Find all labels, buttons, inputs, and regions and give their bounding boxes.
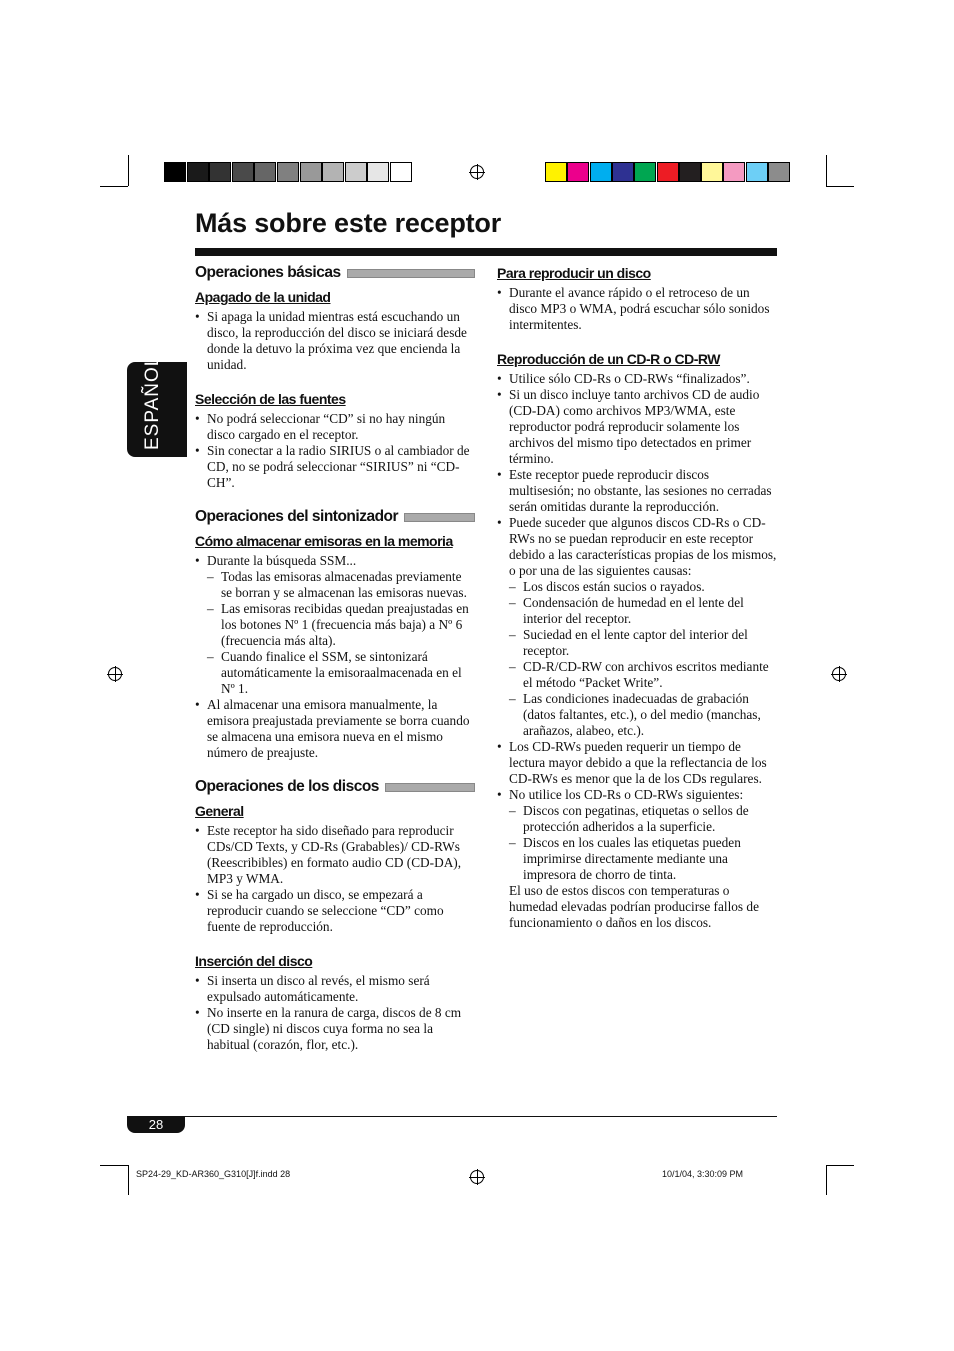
color-swatch (232, 162, 254, 182)
list-item: – Cuando finalice el SSM, se sintonizará automáticamente la emisoraalmacenada en el Nº 1. (195, 649, 475, 697)
list-item: – CD-R/CD-RW con archivos escritos mediante el método “Packet Write”. (497, 659, 777, 691)
color-swatch (209, 162, 231, 182)
list-item: – Todas las emisoras almacenadas previamente se borran y se almacenan las emisoras nuevas. (195, 569, 475, 601)
crop-mark (826, 1165, 827, 1195)
subsection-title: Inserción del disco (195, 953, 313, 969)
color-swatch (164, 162, 186, 182)
list-item: • Este receptor ha sido diseñado para reproducir CDs/CD Texts, y CD-Rs (Grabables)/ CD-RWs (Reescribibles) en formato audio CD (CD-DA), MP3 y WMA. (195, 823, 475, 887)
color-swatch (277, 162, 299, 182)
section-heading: Operaciones básicas (195, 265, 475, 281)
list-item: • No podrá seleccionar “CD” si no hay ningún disco cargado en el receptor. (195, 411, 475, 443)
subsection-title: General (195, 803, 244, 819)
footer-file: SP24-29_KD-AR360_G310[J]f.indd 28 (136, 1169, 291, 1179)
color-swatch (345, 162, 367, 182)
list-item: • Sin conectar a la radio SIRIUS o al cambiador de CD, no se podrá seleccionar “SIRIUS” ni “CD-CH”. (195, 443, 475, 491)
color-swatch (723, 162, 745, 182)
color-swatch (187, 162, 209, 182)
footer-date: 10/1/04, 3:30:09 PM (662, 1169, 744, 1179)
list-item: • Si se ha cargado un disco, se empezará a reproducir cuando se seleccione “CD” como fuente de reproducción. (195, 887, 475, 935)
page-title: Más sobre este receptor (195, 208, 502, 238)
list-item: – Discos en los cuales las etiquetas pueden imprimirse directamente mediante una impresora de chorro de tinta. (497, 835, 777, 883)
crop-mark (826, 186, 854, 187)
list-item: • Si un disco incluye tanto archivos CD de audio (CD-DA) como archivos MP3/WMA, este reproductor podrá reproducir solamente los archivos del mismo tipo detectados en primer término. (497, 387, 777, 467)
right-column (497, 265, 777, 931)
subsection-title: Reproducción de un CD-R o CD-RW (497, 351, 721, 367)
color-swatch (567, 162, 589, 182)
crop-mark (100, 1165, 128, 1166)
section-heading: Operaciones de los discos (195, 779, 475, 795)
list-item: • Si inserta un disco al revés, el mismo será expulsado automáticamente. (195, 973, 475, 1005)
list-item: • No utilice los CD-Rs o CD-RWs siguientes: (497, 787, 777, 803)
color-swatch (590, 162, 612, 182)
list-item: – Los discos están sucios o rayados. (497, 579, 777, 595)
list-item: – Suciedad en el lente captor del interior del receptor. (497, 627, 777, 659)
color-swatch (746, 162, 768, 182)
crop-mark (128, 155, 129, 186)
color-swatch (768, 162, 790, 182)
left-column (195, 265, 475, 1053)
color-swatch (634, 162, 656, 182)
list-item: • Durante la búsqueda SSM... (195, 553, 475, 569)
subsection-title: Para reproducir un disco (497, 265, 651, 281)
subsection-title: Apagado de la unidad (195, 289, 331, 305)
list-item: • Los CD-RWs pueden requerir un tiempo de lectura mayor debido a que la reflectancia de los CD-RWs es menor que la de los CDs regulares. (497, 739, 777, 787)
color-swatch (390, 162, 412, 182)
subsection-title: Selección de las fuentes (195, 391, 346, 407)
registration-mark-icon (470, 165, 484, 179)
list-item: • Utilice sólo CD-Rs o CD-RWs “finalizados”. (497, 371, 777, 387)
footer-rule (127, 1116, 777, 1117)
color-swatch (367, 162, 389, 182)
crop-mark (128, 1165, 129, 1195)
list-item: • No inserte en la ranura de carga, discos de 8 cm (CD single) ni discos cuya forma no sea la habitual (corazón, flor, etc.). (195, 1005, 475, 1053)
color-swatch (300, 162, 322, 182)
color-swatch (322, 162, 344, 182)
color-swatch (612, 162, 634, 182)
list-item: – Las emisoras recibidas quedan preajustadas en los botones Nº 1 (frecuencia más baja) a Nº 6 (frecuencia más alta). (195, 601, 475, 649)
color-swatch (545, 162, 567, 182)
crop-mark (100, 186, 128, 187)
list-item: – Las condiciones inadecuadas de grabación (datos faltantes, etc.), o del medio (manchas, arañazos, alabeo, etc.). (497, 691, 777, 739)
subsection-title: Cómo almacenar emisoras en la memoria (195, 533, 453, 549)
color-swatch (679, 162, 701, 182)
list-item: • Este receptor puede reproducir discos multisesión; no obstante, las sesiones no cerradas serán omitidas durante la reproducción. (497, 467, 777, 515)
crop-mark (826, 155, 827, 186)
color-swatch (657, 162, 679, 182)
list-item: • Durante el avance rápido o el retroceso de un disco MP3 o WMA, podrá escuchar sólo sonidos intermitentes. (497, 285, 777, 333)
list-note: El uso de estos discos con temperaturas o humedad elevadas podrían producirse fallos de funcionamiento o daños en los discos. (509, 883, 759, 930)
title-rule (195, 248, 777, 256)
color-swatch (701, 162, 723, 182)
section-heading: Operaciones del sintonizador (195, 509, 475, 525)
list-item: • Puede suceder que algunos discos CD-Rs o CD-RWs no se puedan reproducir en este receptor debido a las características propias de los mismos, o por una de las siguientes causas: (497, 515, 777, 579)
registration-mark-icon (108, 667, 122, 681)
registration-mark-icon (832, 667, 846, 681)
list-item: – Condensación de humedad en el lente del interior del receptor. (497, 595, 777, 627)
list-item: • Al almacenar una emisora manualmente, la emisora preajustada previamente se borra cuando se almacena una emisora nueva en el mismo número de preajuste. (195, 697, 475, 761)
crop-mark (826, 1165, 854, 1166)
language-tab-label: ESPAÑOL (142, 354, 163, 450)
list-item: • Si apaga la unidad mientras está escuchando un disco, la reproducción del disco se iniciará desde donde la detuvo la próxima vez que encienda la unidad. (195, 309, 475, 373)
page-number: 28 (127, 1117, 185, 1133)
registration-mark-icon (470, 1170, 484, 1184)
color-swatch (254, 162, 276, 182)
list-item: – Discos con pegatinas, etiquetas o sellos de protección adheridos a la superficie. (497, 803, 777, 835)
